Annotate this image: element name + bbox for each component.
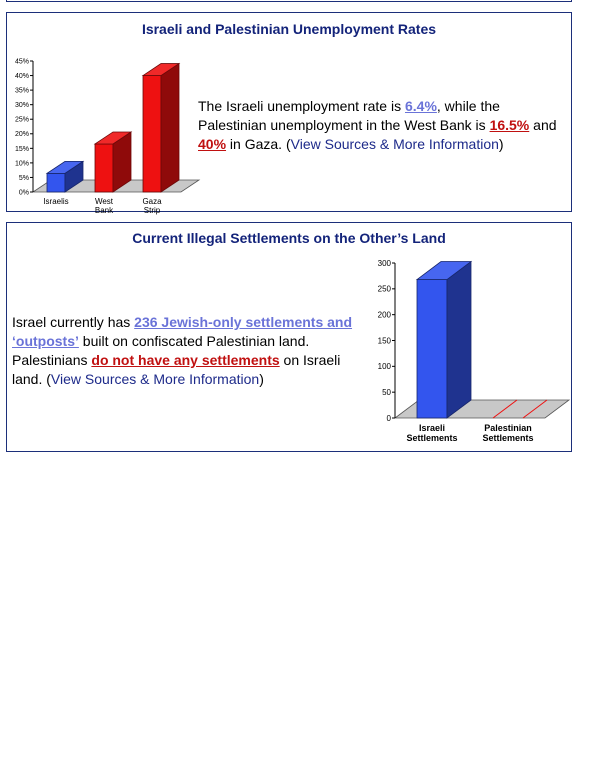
x-category-label: Settlements — [482, 433, 534, 443]
x-category-label: Settlements — [406, 433, 458, 443]
view-sources-link[interactable]: View Sources & More Information — [290, 136, 499, 152]
text-segment: ) — [259, 371, 264, 387]
unemployment-chart — [11, 43, 196, 215]
y-tick-label: 25% — [14, 116, 29, 124]
y-tick-label: 0 — [386, 413, 391, 423]
y-tick-label: 15% — [14, 145, 29, 153]
text-segment: The Israeli unemployment rate is — [198, 98, 405, 114]
y-tick-label: 300 — [377, 258, 391, 268]
y-tick-label: 50 — [382, 387, 391, 397]
x-category-label: Strip — [143, 206, 161, 215]
unemployment-panel-title: Israeli and Palestinian Unemployment Rates — [141, 21, 437, 37]
text-segment: on Israeli land. ( — [12, 352, 341, 387]
bar-front — [143, 76, 161, 192]
israel-rate-link[interactable]: 6.4% — [404, 98, 437, 114]
y-tick-label: 45% — [14, 58, 29, 66]
y-tick-label: 20% — [14, 131, 29, 139]
bar-front — [47, 173, 65, 192]
settlements-chart — [363, 257, 573, 451]
x-category-label: Palestinian — [484, 423, 532, 433]
gaza-rate-link[interactable]: 40% — [198, 136, 227, 152]
westbank-rate-link[interactable]: 16.5% — [489, 117, 530, 133]
y-tick-label: 35% — [14, 87, 29, 95]
y-tick-label: 150 — [377, 336, 391, 346]
no-settlements-link[interactable]: do not have any settlements — [91, 352, 280, 368]
y-tick-label: 100 — [377, 362, 391, 372]
text-segment: in Gaza. ( — [226, 136, 291, 152]
unemployment-panel — [6, 12, 572, 215]
x-category-label: Gaza — [142, 197, 162, 206]
text-segment: ) — [498, 136, 504, 152]
bar-side — [447, 262, 471, 418]
y-tick-label: 250 — [377, 284, 391, 294]
settlements-description — [12, 313, 362, 389]
unemployment-description — [198, 97, 568, 154]
y-tick-label: 10% — [14, 160, 29, 168]
text-segment: built on confiscated Palestinian land. Palestinians — [12, 333, 310, 368]
previous-panel-bottom-edge — [6, 0, 572, 2]
x-category-label: Israelis — [43, 197, 69, 206]
bar-front — [417, 280, 447, 418]
y-tick-label: 30% — [14, 102, 29, 110]
settlements-panel — [6, 222, 572, 452]
x-category-label: West — [94, 197, 114, 206]
x-category-label: Israeli — [418, 423, 446, 433]
settlements-panel-title: Current Illegal Settlements on the Other’s Land — [132, 230, 446, 246]
y-tick-label: 200 — [377, 310, 391, 320]
bar-front — [95, 144, 113, 192]
settlements-count-link[interactable]: 236 Jewish-only settlements and ‘outposts’ — [12, 314, 353, 349]
view-sources-link[interactable]: View Sources & More Information — [50, 371, 260, 387]
y-tick-label: 5% — [18, 174, 29, 182]
x-category-label: Bank — [94, 206, 114, 215]
y-tick-label: 40% — [14, 73, 29, 81]
y-tick-label: 0% — [18, 189, 29, 197]
text-segment: and — [529, 117, 557, 133]
bar-side — [161, 64, 179, 192]
text-segment: Israel currently has — [12, 314, 135, 330]
text-segment: , while the Palestinian unemployment in the West Bank is — [198, 98, 500, 133]
